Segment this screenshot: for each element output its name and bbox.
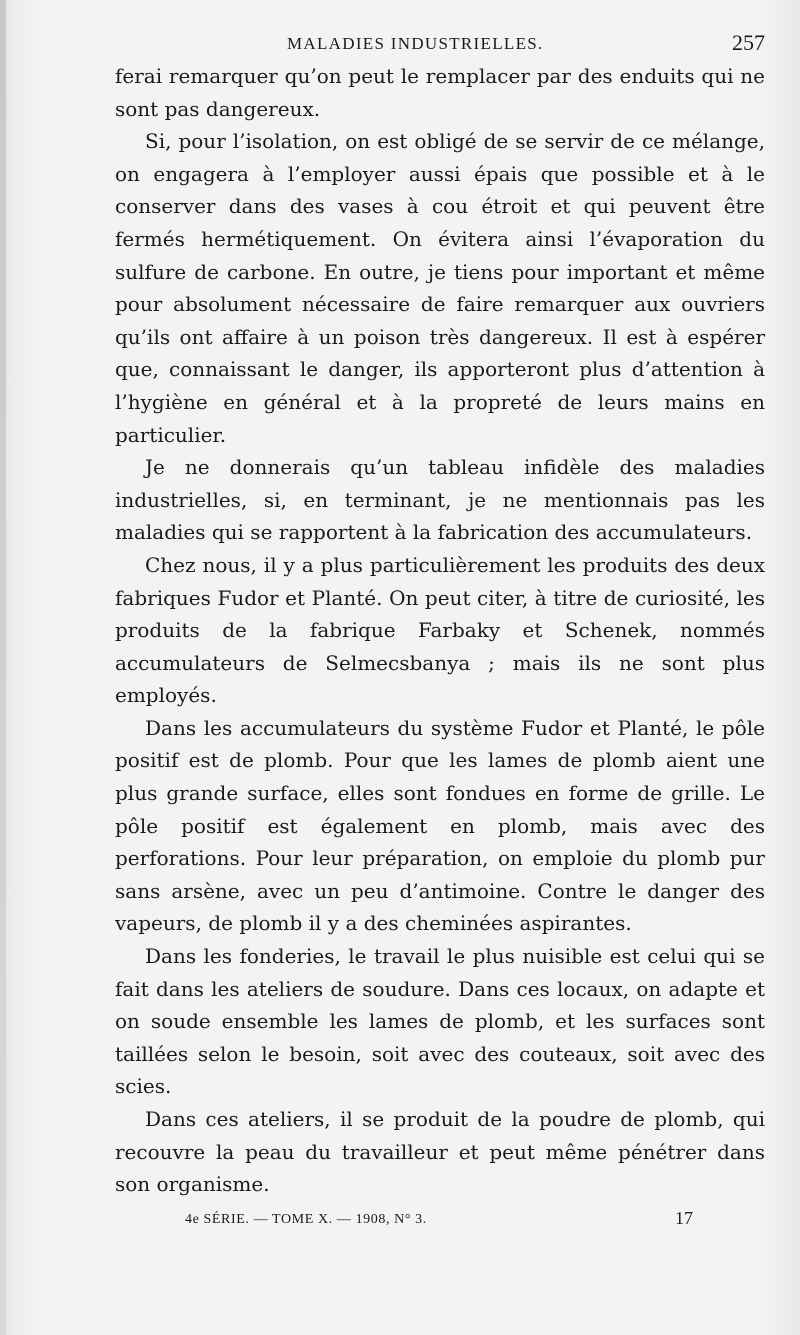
running-head-title: MALADIES INDUSTRIELLES. (287, 34, 544, 53)
paragraph: Dans ces ateliers, il se produit de la poudre de plomb, qui recouvre la peau du travailleur et peut même pénétrer dans son organisme. (115, 1107, 765, 1197)
body-text (115, 60, 765, 1201)
paragraph: Dans les fonderies, le travail le plus nuisible est celui qui se fait dans les ateliers de soudure. Dans ces locaux, on adapte et on soude ensemble les lames de plomb, et les surfaces sont taillées selon le besoin, soit avec des couteaux, soit avec des scies. (115, 944, 765, 1099)
paragraph: Je ne donnerais qu’un tableau infidèle des maladies industrielles, si, en terminant, je ne mentionnais pas les maladies qui se rapportent à la fabrication des accumulateurs. (115, 455, 765, 545)
page-number: 257 (732, 30, 765, 55)
signature-mark: 17 (675, 1208, 693, 1228)
page-footer (115, 1208, 715, 1232)
running-head (115, 30, 765, 58)
series-line: 4e SÉRIE. — TOME X. — 1908, N° 3. (185, 1212, 427, 1227)
page-edge-shadow (0, 0, 6, 1335)
paragraph: Dans les accumulateurs du système Fudor et Planté, le pôle positif est de plomb. Pour que les lames de plomb aient une plus grande surface, elles sont fondues en forme de grille. Le pôle positif est également en plomb, mais avec des perforations. Pour leur préparation, on emploie du plomb pur sans arsène, avec un peu d’antimoine. Contre le danger des vapeurs, de plomb il y a des cheminées aspirantes. (115, 715, 765, 936)
paragraph: Si, pour l’isolation, on est obligé de se servir de ce mélange, on engagera à l’employer aussi épais que possible et à le conserver dans des vases à cou étroit et qui peuvent être fermés hermétiquement. On évitera ainsi l’évaporation du sulfure de carbone. En outre, je tiens pour important et même pour absolument nécessaire de faire remarquer aux ouvriers qu’ils ont affaire à un poison très dangereux. Il est à espérer que, connaissant le danger, ils apporteront plus d’attention à l’hygiène en général et à la propreté de leurs mains en particulier. (115, 129, 765, 447)
paragraph: Chez nous, il y a plus particulièrement les produits des deux fabriques Fudor et Planté. On peut citer, à titre de curiosité, les produits de la fabrique Farbaky et Schenek, nommés accumulateurs de Selmecsbanya ; mais ils ne sont plus employés. (115, 552, 765, 708)
paragraph-continued: ferai remarquer qu’on peut le remplacer par des enduits qui ne sont pas dangereux. (115, 64, 765, 121)
